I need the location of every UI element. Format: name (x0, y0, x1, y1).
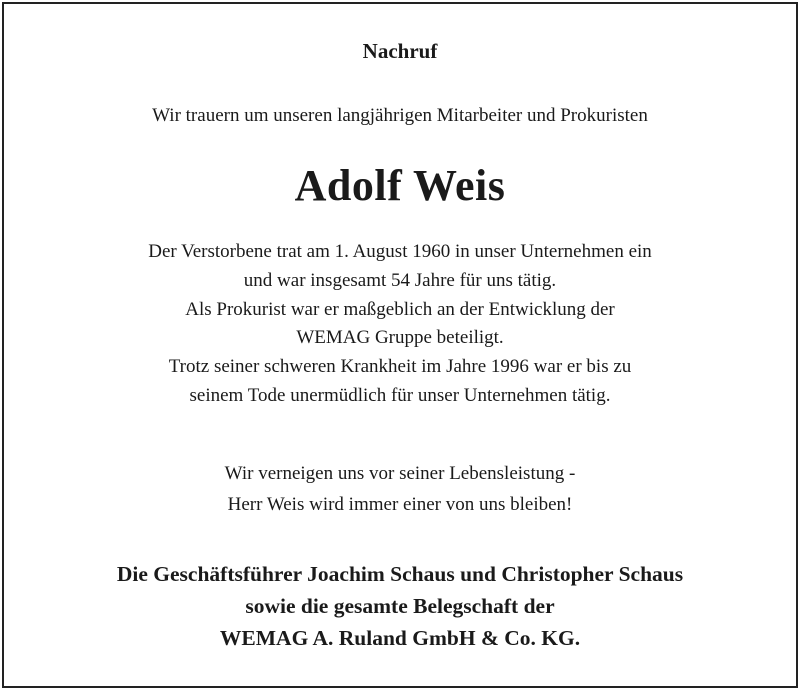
biography-line: und war insgesamt 54 Jahre für uns tätig. (243, 269, 557, 291)
signature-line: WEMAG A. Ruland GmbH & Co. KG. (219, 626, 581, 650)
tribute-line: Herr Weis wird immer einer von uns bleiben! (227, 494, 573, 515)
biography-line: Der Verstorbene trat am 1. August 1960 in unser Unternehmen ein (148, 241, 652, 262)
biography-line: Trotz seiner schweren Krankheit im Jahre 1996 war er bis zu (168, 356, 632, 378)
signature-line: Die Geschäftsführer Joachim Schaus und Christopher Schaus (116, 562, 684, 586)
biography-paragraph (0, 238, 800, 411)
tribute-line: Wir verneigen uns vor seiner Lebensleistung - (224, 463, 576, 484)
notice-heading: Nachruf (362, 39, 438, 63)
biography-line: Als Prokurist war er maßgeblich an der Entwicklung der (185, 298, 615, 320)
biography-line: WEMAG Gruppe beteiligt. (296, 327, 504, 349)
deceased-name: Adolf Weis (294, 161, 506, 210)
intro-text: Wir trauern um unseren langjährigen Mitarbeiter und Prokuristen (152, 105, 648, 126)
signature-block (0, 558, 800, 654)
signature-line: sowie die gesamte Belegschaft der (245, 594, 555, 618)
biography-line: seinem Tode unermüdlich für unser Unternehmen tätig. (189, 384, 611, 406)
tribute-paragraph (0, 458, 800, 520)
